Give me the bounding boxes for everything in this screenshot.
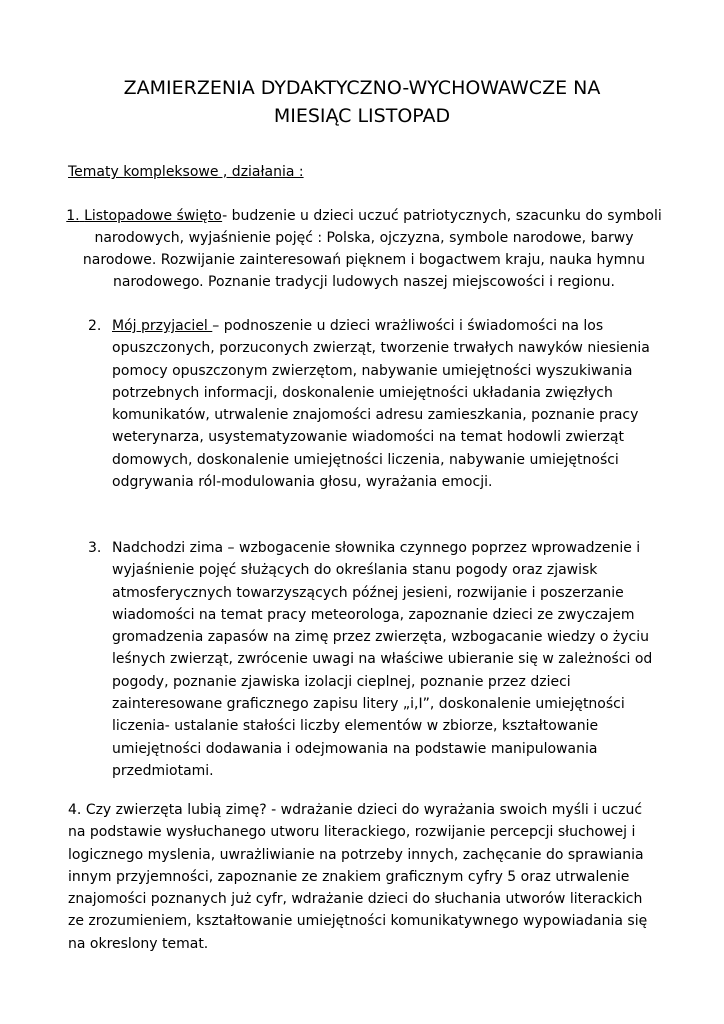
topic-3-title: Nadchodzi zima	[112, 540, 224, 556]
topic-2-separator: –	[212, 318, 220, 334]
topic-4-title: Czy zwierzęta lubią zimę?	[85, 802, 267, 818]
topic-3-text: wzbogacenie słownika czynnego poprzez wprowadzenie i wyjaśnienie pojęć służących do określania stanu pogody oraz zjawisk atmosferycznych towarzyszących późnej jesieni, rozwijanie i poszerzanie wiadomości na temat pracy meteorologa, zapoznanie dzieci ze zwyczajem gromadzenia zapasów na zimę przez zwierzęta, wzbogacanie wiedzy o życiu leśnych zwierząt, zwrócenie uwagi na właściwe ubieranie się w zależności od pogody, poznanie zjawiska izolacji cieplnej, poznanie przez dzieci zainteresowane graficznego zapisu litery „i,I”, doskonalenie umiejętności liczenia- ustalanie stałości liczby elementów w zbiorze, kształtowanie umiejętności dodawania i odejmowania na podstawie manipulowania przedmiotami.	[112, 540, 653, 779]
topic-1-name: Listopadowe święto	[84, 208, 223, 224]
topic-2-title: Mój przyjaciel	[112, 318, 213, 334]
topic-3-paragraph	[112, 537, 656, 782]
topic-4-number: 4.	[68, 802, 82, 818]
page-title-line2: MIESIĄC LISTOPAD	[273, 105, 451, 127]
topic-1-text: budzenie u dzieci uczuć patriotycznych, szacunku do symboli narodowych, wyjaśnienie pojęć : Polska, ojczyzna, symbole narodowe, barwy narodowe. Rozwijanie zainteresowań pięknem i bogactwem kraju, nauka hymnu narodowego. Poznanie tradycji ludowych naszej miejscowości i regionu.	[82, 208, 662, 290]
topic-1-number: 1.	[66, 208, 80, 224]
topic-2-paragraph	[112, 315, 656, 493]
topic-1-title	[66, 208, 222, 224]
page-title-line1: ZAMIERZENIA DYDAKTYCZNO-WYCHOWAWCZE NA	[123, 77, 601, 99]
topic-1-separator: -	[222, 208, 228, 224]
topic-3-number: 3.	[88, 540, 102, 556]
topic-1-paragraph	[66, 205, 662, 293]
topic-3-item	[88, 537, 656, 782]
topic-2-text: podnoszenie u dzieci wrażliwości i świadomości na los opuszczonych, porzuconych zwierząt, tworzenie trwałych nawyków niesienia pomocy opuszczonym zwierzętom, nabywanie umiejętności wyszukiwania potrzebnych informacji, doskonalenie umiejętności układania zwięzłych komunikatów, utrwalenie znajomości adresu zamieszkania, poznanie pracy weterynarza, usystematyzowanie wiadomości na temat hodowli zwierząt domowych, doskonalenie umiejętności liczenia, nabywanie umiejętności odgrywania ról-modulowania głosu, wyrażania emocji.	[112, 318, 650, 491]
topic-4-separator: -	[266, 802, 277, 818]
topic-4-text: wdrażanie dzieci do wyrażania swoich myśli i uczuć na podstawie wysłuchanego utworu literackiego, rozwijanie percepcji słuchowej i logicznego myslenia, uwrażliwianie na potrzeby innych, zachęcanie do sprawiania innym przyjemności, zapoznanie ze znakiem graficznym cyfry 5 oraz utrwalenie znajomości poznanych już cyfr, wdrażanie dzieci do słuchania utworów literackich ze zrozumieniem, kształtowanie umiejętności komunikatywnego wypowiadania się na okreslony temat.	[68, 802, 648, 952]
topic-3-separator: –	[223, 540, 235, 556]
topic-2-number: 2.	[88, 318, 102, 334]
topic-2-item	[88, 315, 656, 493]
topic-4-paragraph	[68, 799, 660, 955]
section-heading: Tematy kompleksowe , działania :	[68, 164, 304, 180]
